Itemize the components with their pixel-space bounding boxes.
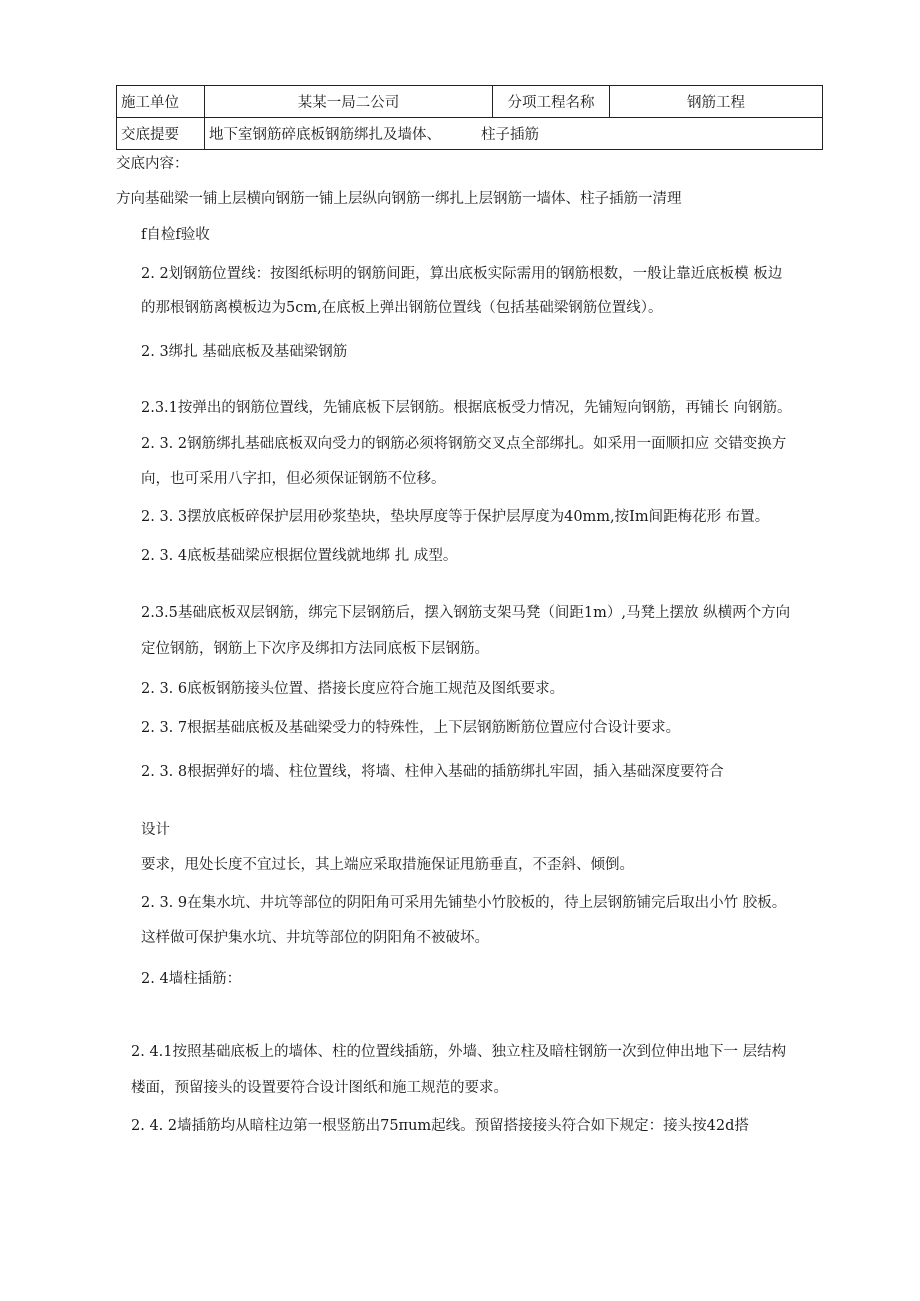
para-2-2-cont: 的那根钢筋离模板边为5cm,在底板上弹出钢筋位置线（包括基础梁钢筋位置线）。 xyxy=(141,300,663,316)
item-label: 分项工程名称 xyxy=(493,86,610,118)
para-2-3-1: 2.3.1按弹出的钢筋位置线，先铺底板下层钢筋。根据底板受力情况，先铺短向钢筋，再铺长 向钢筋。 xyxy=(141,400,792,416)
unit-label: 施工单位 xyxy=(117,86,205,118)
item-value: 钢筋工程 xyxy=(610,86,823,118)
para-2-3-8-design: 设计 xyxy=(141,822,170,838)
summary-value-a: 地下室钢筋碎底板钢筋绑扎及墙体、 xyxy=(209,127,441,143)
para-2-3-4: 2. 3. 4底板基础梁应根据位置线就地绑 扎 成型。 xyxy=(141,548,458,564)
unit-value: 某某一局二公司 xyxy=(205,86,493,118)
para-2-3-8-cont: 要求，甩处长度不宜过长，其上端应采取措施保证甩筋垂直，不歪斜、倾倒。 xyxy=(141,857,634,873)
para-2-3-8: 2. 3. 8根据弹好的墙、柱位置线，将墙、柱伸入基础的插筋绑扎牢固，插入基础深度要符合 xyxy=(141,764,724,780)
content-heading: 交底内容： xyxy=(116,156,189,172)
heading-2-4: 2. 4墙柱插筋： xyxy=(141,971,242,987)
para-2-3-5-cont: 定位钢筋，钢筋上下次序及绑扣方法同底板下层钢筋。 xyxy=(141,641,489,657)
para-2-3-2: 2. 3. 2钢筋绑扎基础底板双向受力的钢筋必须将钢筋交叉点全部绑扎。如采用一面顺扣应 交错变换方 xyxy=(141,436,787,452)
header-table xyxy=(116,85,823,150)
para-2-3-2-cont: 向，也可采用八字扣，但必须保证钢筋不位移。 xyxy=(141,471,446,487)
para-2-4-2: 2. 4. 2墙插筋均从暗柱边第一根竖筋出75πum起线。预留搭接接头符合如下规定：接头按42d搭 xyxy=(131,1118,749,1134)
para-2-4-1-cont: 楼面，预留接头的设置要符合设计图纸和施工规范的要求。 xyxy=(131,1080,508,1096)
process-line: 方向基础梁一铺上层横向钢筋一铺上层纵向钢筋一绑扎上层钢筋一墙体、柱子插筋一清理 xyxy=(116,191,682,207)
para-2-3-9-cont: 这样做可保护集水坑、井坑等部位的阴阳角不被破坏。 xyxy=(141,930,489,946)
para-2-3-7: 2. 3. 7根据基础底板及基础梁受力的特殊性，上下层钢筋断筋位置应付合设计要求。 xyxy=(141,720,681,736)
para-2-2: 2. 2划钢筋位置线：按图纸标明的钢筋间距，算出底板实际需用的钢筋根数，一般让靠近底板模 板边 xyxy=(141,266,783,282)
summary-label: 交底提要 xyxy=(117,118,205,150)
summary-value-b: 柱子插筋 xyxy=(481,127,539,143)
para-2-3-3: 2. 3. 3摆放底板碎保护层用砂浆垫块，垫块厚度等于保护层厚度为40mm,按Im间距梅花形 布置。 xyxy=(141,509,770,525)
heading-2-3: 2. 3绑扎 基础底板及基础梁钢筋 xyxy=(141,344,348,360)
para-2-4-1: 2. 4.1按照基础底板上的墙体、柱的位置线插筋，外墙、独立柱及暗柱钢筋一次到位伸出地下一 层结构 xyxy=(131,1044,787,1060)
header-row-1 xyxy=(117,86,823,118)
para-2-3-5: 2.3.5基础底板双层钢筋，绑完下层钢筋后，摆入钢筋支架马凳（间距1m）,马凳上摆放 纵横两个方向 xyxy=(141,605,791,621)
para-2-3-6: 2. 3. 6底板钢筋接头位置、搭接长度应符合施工规范及图纸要求。 xyxy=(141,681,565,697)
header-row-2 xyxy=(117,118,823,150)
summary-value xyxy=(205,118,823,150)
para-2-3-9: 2. 3. 9在集水坑、井坑等部位的阴阳角可采用先铺垫小竹胶板的，待上层钢筋铺完后取出小竹 胶板。 xyxy=(141,895,787,911)
process-line-end: f自检f验收 xyxy=(141,227,210,243)
